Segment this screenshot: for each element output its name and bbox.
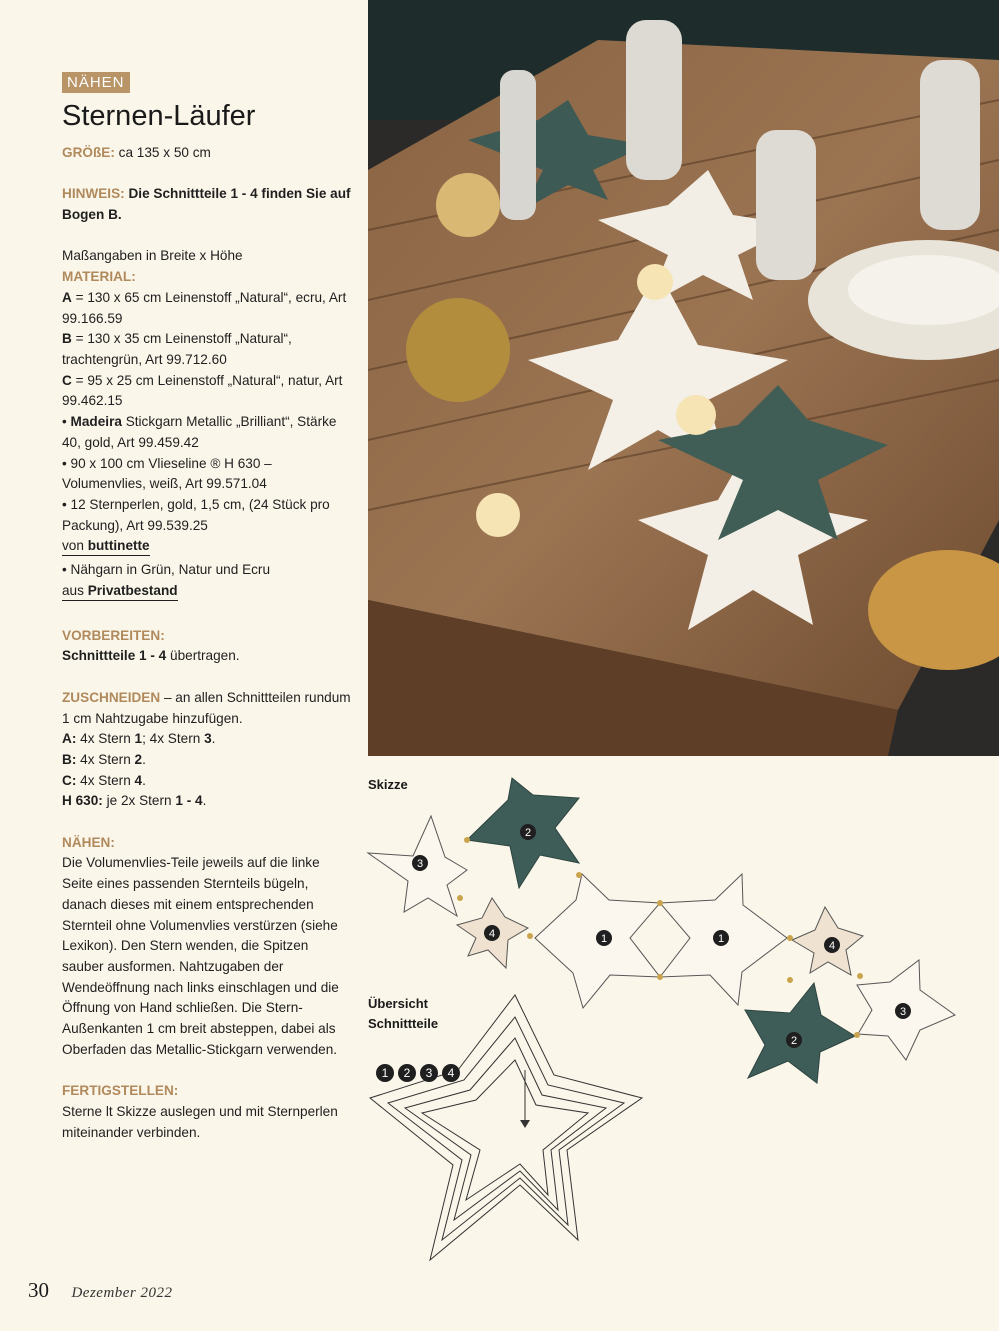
material-madeira: • Madeira Stickgarn Metallic „Brilliant“, Stärke 40, gold, Art 99.459.42 — [62, 414, 337, 450]
material-a: A = 130 x 65 cm Leinenstoff „Natural“, ecru, Art 99.166.59 — [62, 289, 347, 326]
cut-line-h630: H 630: je 2x Stern 1 - 4. — [62, 793, 207, 809]
sketch-star-1-left — [535, 874, 660, 1008]
pattern-number: 1 — [381, 1066, 389, 1080]
sketch-star-number: 2 — [790, 1035, 798, 1047]
overview-caption-line1: Übersicht — [368, 996, 428, 1011]
sketch-star-2-top — [467, 778, 579, 888]
sketch-star-number: 1 — [600, 933, 608, 945]
material-sternperlen: • 12 Sternperlen, gold, 1,5 cm, (24 Stück pro Packung), Art 99.539.25 — [62, 496, 330, 533]
cut-line-b: B: 4x Stern 2. — [62, 751, 146, 767]
size-label: GRÖßE: — [62, 145, 115, 160]
note-label: HINWEIS: — [62, 186, 125, 202]
sketch-star-number: 3 — [899, 1006, 907, 1018]
pattern-number: 4 — [447, 1066, 455, 1080]
page-number: 30 — [28, 1278, 49, 1302]
sew-label: NÄHEN: — [62, 834, 115, 850]
pattern-number-badges — [376, 1064, 460, 1082]
size-line — [62, 143, 352, 164]
prep-label: VORBEREITEN: — [62, 627, 165, 643]
source-buttinette: von buttinette — [62, 537, 150, 556]
measure-note: Maßangaben in Breite x Höhe — [62, 248, 243, 264]
table-photo — [368, 0, 999, 756]
material-c: C = 95 x 25 cm Leinenstoff „Natural“, natur, Art 99.462.15 — [62, 372, 343, 409]
material-label: MATERIAL: — [62, 269, 136, 285]
sketch-star-number: 1 — [717, 933, 725, 945]
article-title: Sternen-Läufer — [62, 100, 256, 132]
material-naehgarn: • Nähgarn in Grün, Natur und Ecru — [62, 562, 271, 578]
pattern-number: 2 — [403, 1066, 411, 1080]
material-vlieseline: • 90 x 100 cm Vlieseline ® H 630 – Volumenvlies, weiß, Art 99.571.04 — [62, 455, 272, 492]
cut-line-c: C: 4x Stern 4. — [62, 772, 146, 788]
star-layout-sketch — [360, 770, 999, 1330]
pattern-outlines — [370, 995, 642, 1260]
size-value: ca 135 x 50 cm — [118, 145, 211, 160]
sketch-star-1-right — [660, 874, 787, 1005]
pattern-number: 3 — [425, 1066, 433, 1080]
sketch-star-number: 4 — [828, 940, 836, 952]
sketch-star-3-left — [368, 816, 467, 916]
section-kicker: NÄHEN — [62, 72, 130, 93]
material-b: B = 130 x 35 cm Leinenstoff „Natural“, trachtengrün, Art 99.712.60 — [62, 331, 292, 367]
page-footer — [28, 1278, 173, 1308]
cut-text: ZUSCHNEIDEN – an allen Schnittteilen rundum 1 cm Nahtzugabe hinzufügen. — [62, 689, 351, 726]
sketch-star-number: 4 — [488, 928, 496, 940]
note-text: Die Schnittteile 1 - 4 finden Sie auf Bogen B. — [62, 186, 351, 223]
sketch-star-2-bottom — [745, 983, 855, 1083]
source-privatbestand: aus Privatbestand — [62, 582, 178, 601]
cut-line-a: A: 4x Stern 1; 4x Stern 3. — [62, 731, 216, 747]
overview-caption-line2: Schnittteile — [368, 1016, 439, 1031]
note-line — [62, 184, 352, 225]
photo-illustration — [368, 0, 999, 756]
sketch-star-4-right — [792, 907, 863, 975]
finish-label: FERTIGSTELLEN: — [62, 1083, 179, 1099]
instructions-column — [62, 72, 352, 1143]
sketch-caption: Skizze — [368, 777, 408, 792]
sketch-star-4-left — [457, 898, 528, 968]
finish-text: Sterne lt Skizze auslegen und mit Sternperlen miteinander verbinden. — [62, 1103, 338, 1140]
prep-text: Schnittteile 1 - 4 übertragen. — [62, 648, 240, 664]
sketch-star-number: 2 — [524, 827, 532, 839]
sew-text: Die Volumenvlies-Teile jeweils auf die linke Seite eines passenden Sternteils bügeln, danach dieses mit einem entsprechenden Sternteil ohne Volumenvlies verstürzen (siehe Lexikon). Den Stern wenden, die Spitzen sauber ausformen. Nahtzugaben der Wendeöffnung nach links einschlagen und die Öffnung von Hand schließen. Die Stern-Außenkanten 1 cm breit absteppen, dabei als Oberfaden das Metallic-Stickgarn verwenden. — [62, 855, 339, 1057]
issue-date: Dezember 2022 — [71, 1285, 173, 1301]
sketch-star-number: 3 — [416, 858, 424, 870]
sketch-star-3-right — [857, 960, 955, 1060]
